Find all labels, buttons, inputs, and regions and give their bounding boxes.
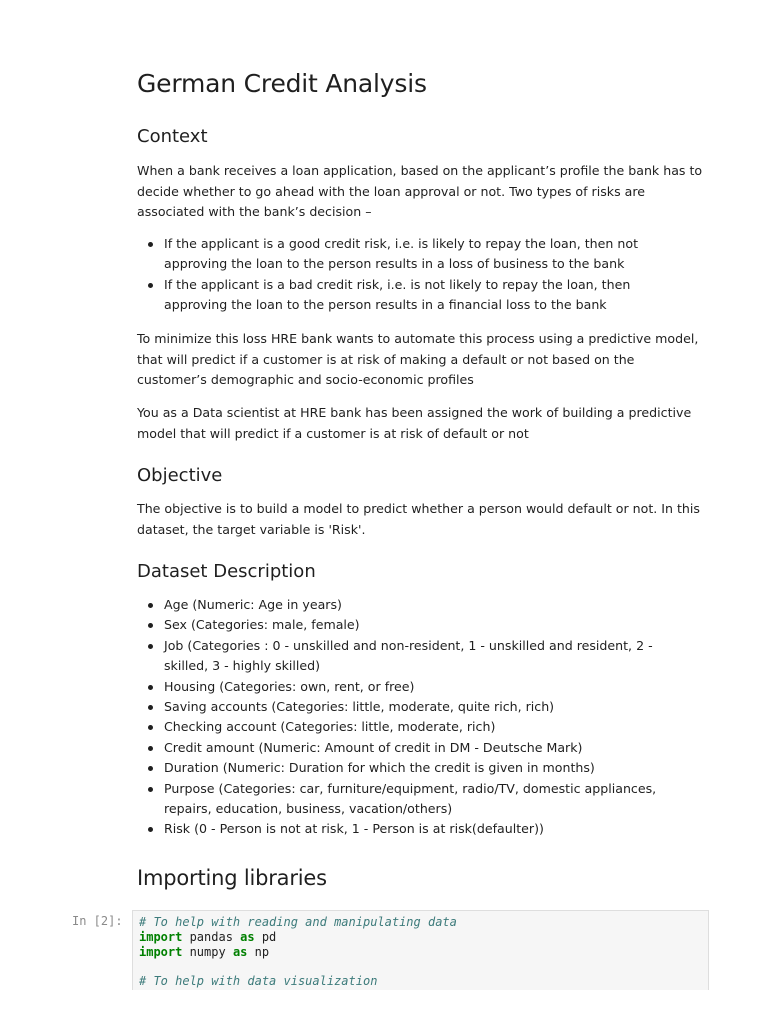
code-cell[interactable] (132, 910, 709, 990)
list-item: Credit amount (Numeric: Amount of credit in DM - Deutsche Mark) (137, 738, 697, 758)
list-item: If the applicant is a bad credit risk, i.e. is not likely to repay the loan, then approving the loan to the person results in a financial loss to the bank (137, 275, 697, 316)
code-keyword: import (139, 930, 183, 944)
page-title: German Credit Analysis (137, 69, 427, 98)
code-line (139, 974, 377, 988)
code-keyword: as (232, 945, 248, 959)
code-comment: # To help with reading and manipulating data (139, 915, 457, 929)
code-comment: # To help with data visualization (139, 974, 378, 988)
context-intro: When a bank receives a loan application, based on the applicant’s profile the bank has to decide whether to go ahead with the loan approval or not. Two types of risks are associated with the bank’s decision – (137, 163, 703, 220)
code-text: pandas (182, 930, 241, 944)
context-heading: Context (137, 126, 208, 147)
code-line (139, 930, 276, 944)
list-item: Risk (0 - Person is not at risk, 1 - Person is at risk(defaulter)) (137, 819, 697, 839)
code-line (139, 945, 269, 959)
list-item: Duration (Numeric: Duration for which the credit is given in months) (137, 758, 697, 778)
cell-prompt: In [2]: (72, 914, 123, 928)
code-keyword: import (139, 945, 183, 959)
list-item: Checking account (Categories: little, moderate, rich) (137, 717, 697, 737)
code-text: pd (254, 930, 277, 944)
dataset-heading: Dataset Description (137, 561, 316, 582)
list-item: Purpose (Categories: car, furniture/equipment, radio/TV, domestic appliances, repairs, education, business, vacation/others) (137, 779, 697, 820)
objective-text: The objective is to build a model to predict whether a person would default or not. In this dataset, the target variable is 'Risk'. (137, 501, 700, 537)
list-item: Saving accounts (Categories: little, moderate, quite rich, rich) (137, 697, 697, 717)
list-item: Age (Numeric: Age in years) (137, 595, 697, 615)
code-keyword: as (240, 930, 255, 944)
list-item: If the applicant is a good credit risk, i.e. is likely to repay the loan, then not approving the loan to the person results in a loss of business to the bank (137, 234, 697, 275)
context-paragraph-2: To minimize this loss HRE bank wants to automate this process using a predictive model, that will predict if a customer is at risk of making a default or not based on the customer’s demographic and socio-economic profiles (137, 331, 699, 388)
risk-list (137, 234, 697, 316)
context-paragraph-3: You as a Data scientist at HRE bank has been assigned the work of building a predictive model that will predict if a customer is at risk of default or not (137, 405, 692, 441)
code-text: numpy (182, 945, 233, 959)
objective-heading: Objective (137, 465, 223, 486)
list-item: Sex (Categories: male, female) (137, 615, 697, 635)
list-item: Job (Categories : 0 - unskilled and non-resident, 1 - unskilled and resident, 2 - skilled, 3 - highly skilled) (137, 636, 697, 677)
code-text: np (247, 945, 270, 959)
libraries-heading: Importing libraries (137, 866, 327, 890)
dataset-list (137, 595, 697, 840)
list-item: Housing (Categories: own, rent, or free) (137, 677, 697, 697)
code-line (139, 915, 457, 929)
